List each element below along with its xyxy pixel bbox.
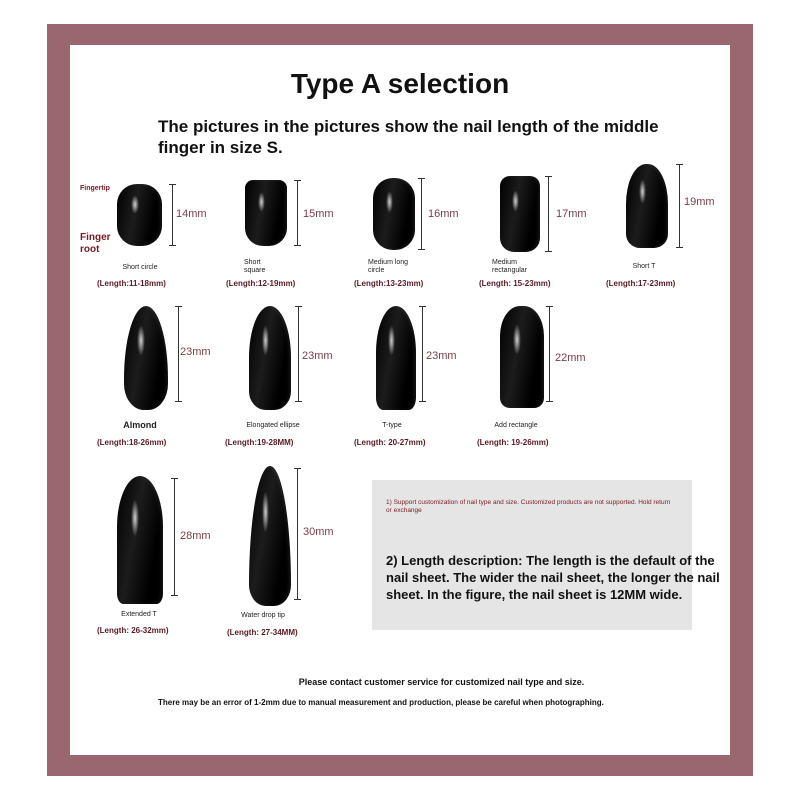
page-subtitle: The pictures in the pictures show the nail length of the middle finger in size S. [158, 117, 659, 157]
nail-mm-label: 22mm [555, 352, 586, 364]
ruler [548, 176, 555, 252]
error-note: There may be an error of 1-2mm due to manual measurement and production, please be careful when photographing. [158, 698, 604, 707]
nail-mm-label: 28mm [180, 530, 211, 542]
nail-mm-label: 17mm [556, 208, 587, 220]
nail-length-range: (Length: 26-32mm) [97, 626, 169, 635]
nail-length-range: (Length:12-19mm) [226, 279, 296, 288]
nail-length-range: (Length:17-23mm) [606, 279, 676, 288]
nail-extended-t [117, 476, 163, 604]
nail-length-range: (Length:11-18mm) [97, 279, 166, 288]
finger-root-label: Finger root [80, 232, 111, 255]
nail-mm-label: 23mm [180, 346, 211, 358]
nail-name: Add rectangle [494, 422, 538, 429]
nail-add-rectangle [500, 306, 544, 408]
nail-length-range: (Length: 19-26mm) [477, 438, 549, 447]
nail-short-square [245, 180, 287, 246]
nail-name: Short square [244, 259, 266, 274]
nail-length-range: (Length: 20-27mm) [354, 438, 426, 447]
nail-mm-label: 15mm [303, 208, 334, 220]
nail-mm-label: 30mm [303, 526, 334, 538]
nail-name: Short circle [122, 264, 158, 271]
fingertip-label: Fingertip [80, 185, 110, 192]
nail-short-t [626, 164, 668, 248]
nail-mm-label: 23mm [302, 350, 333, 362]
nail-mm-label: 16mm [428, 208, 459, 220]
contact-note: Please contact customer service for customized nail type and size. [298, 677, 585, 687]
nail-name: Medium long circle [368, 259, 409, 274]
ruler [421, 178, 428, 250]
nail-length-range: (Length:13-23mm) [354, 279, 424, 288]
nail-medium-rectangular [500, 176, 540, 252]
nail-elongated-ellipse [249, 306, 291, 410]
nail-mm-label: 14mm [176, 208, 207, 220]
nail-name: Extended T [121, 611, 157, 618]
nail-length-range: (Length: 15-23mm) [479, 279, 551, 288]
nail-name: T-type [382, 422, 402, 429]
customization-note: 1) Support customization of nail type and size. Customized products are not supported. Hold return or exchange [386, 499, 671, 514]
nail-length-range: (Length:18-26mm) [97, 438, 167, 447]
nail-medium-long-circle [373, 178, 415, 250]
nail-name: Medium rectangular [492, 259, 528, 274]
nail-mm-label: 23mm [426, 350, 457, 362]
length-description-note: 2) Length description: The length is the default of the nail sheet. The wider the nail sheet, the longer the nail sheet. In the figure, the nail sheet is 12MM wide. [386, 553, 720, 602]
nail-name: Almond [123, 420, 157, 430]
nail-mm-label: 19mm [684, 196, 715, 208]
nail-name: Short T [632, 263, 656, 270]
nail-t-type [376, 306, 416, 410]
nail-short-circle [117, 184, 162, 246]
nail-length-range: (Length:19-28MM) [225, 438, 294, 447]
nail-length-range: (Length: 27-34MM) [227, 628, 298, 637]
nail-name: Water drop tip [241, 612, 285, 619]
page-title: Type A selection [290, 68, 510, 99]
nail-name: Elongated ellipse [246, 422, 300, 429]
